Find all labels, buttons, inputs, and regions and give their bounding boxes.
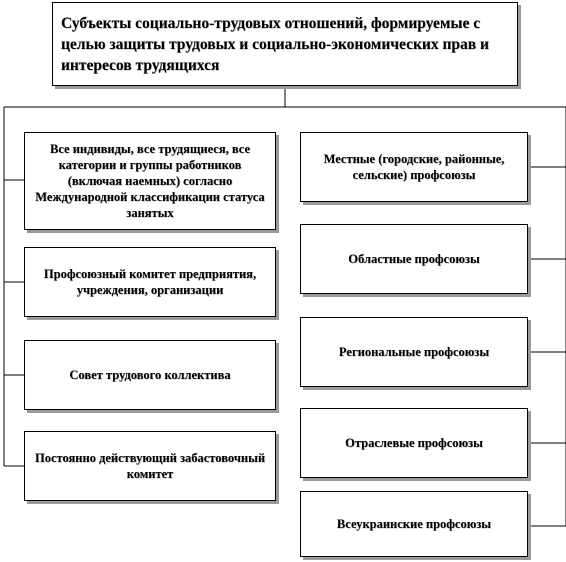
right-box-3 <box>300 317 528 387</box>
left-box-2 <box>24 247 276 317</box>
left-box-1-text: Все индивиды, все трудящиеся, все категории и группы работников (включая наемных) согласно Международной классификации статуса занятых <box>35 142 265 220</box>
right-box-5 <box>300 491 528 557</box>
left-box-3-text: Совет трудового коллектива <box>69 368 231 382</box>
left-box-3 <box>24 340 276 410</box>
right-box-4-text: Отраслевые профсоюзы <box>345 436 483 450</box>
right-box-2-text: Областные профсоюзы <box>348 252 480 266</box>
right-box-2 <box>300 224 528 294</box>
right-box-1 <box>300 132 528 202</box>
right-box-5-text: Всеукраинские профсоюзы <box>336 517 492 531</box>
left-box-4-text: Постоянно действующий забастовочный комитет <box>34 451 266 481</box>
right-box-3-text: Региональные профсоюзы <box>338 345 490 359</box>
right-box-1-text: Местные (городские, районные, сельские) профсоюзы <box>323 152 505 182</box>
left-box-4 <box>24 431 276 501</box>
left-box-2-text: Профсоюзный комитет предприятия, учреждения, организации <box>43 267 257 297</box>
root-box-text: Субъекты социально-трудовых отношений, формируемые с целью защиты трудовых и социально-экономических прав и интересов трудящихся <box>61 14 489 74</box>
right-box-4 <box>300 408 528 478</box>
root-box <box>52 2 518 86</box>
left-box-1 <box>24 132 276 230</box>
